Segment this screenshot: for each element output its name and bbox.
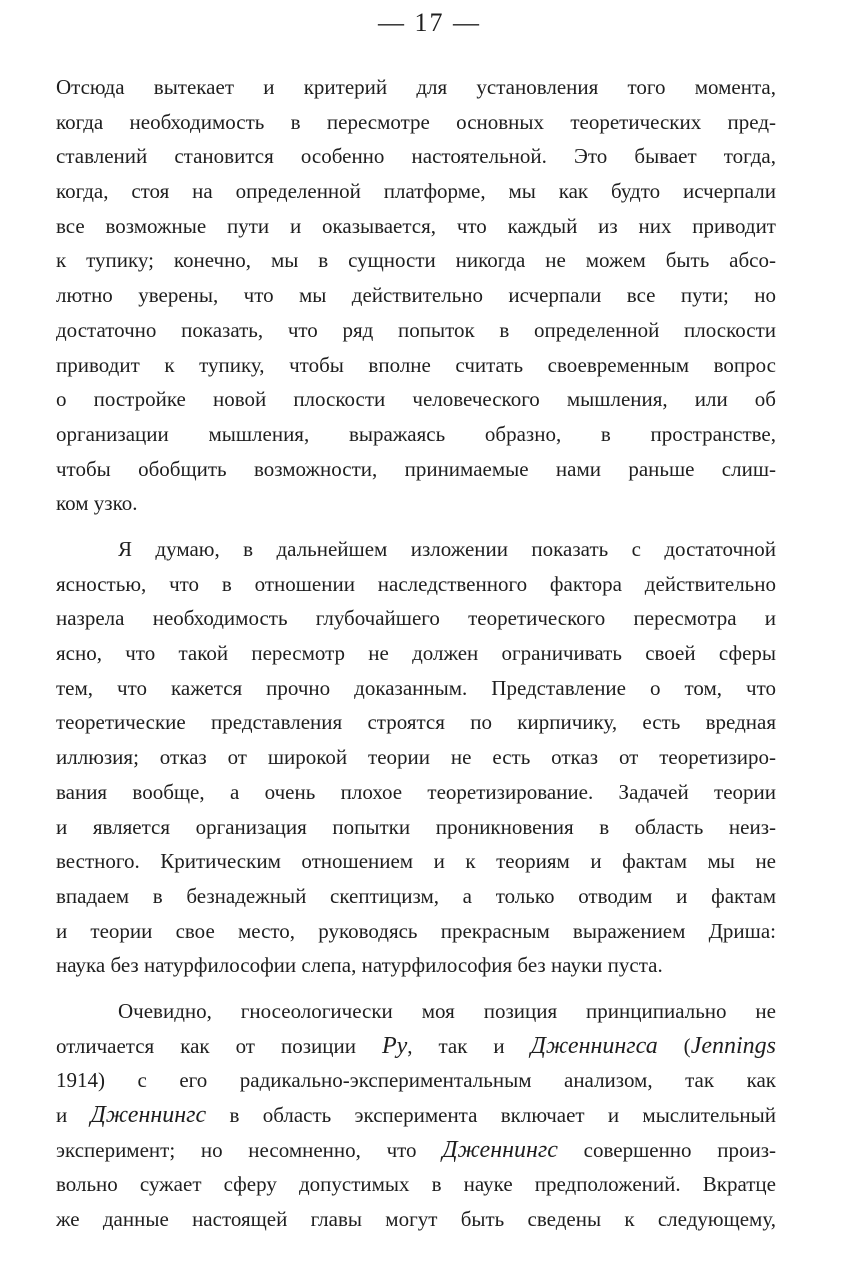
- author-name: Ру: [381, 1032, 408, 1059]
- author-name: Дженнингса: [530, 1032, 658, 1059]
- text-line: иллюзия; отказ от широкой теории не есть отказ от теоретизиро-: [56, 745, 776, 770]
- text-line: Я думаю, в дальнейшем изложении показать с достаточной: [118, 537, 776, 561]
- text-line: чтобы обобщить возможности, принимаемые нами раньше слиш-: [56, 456, 776, 481]
- paragraph-3: [56, 994, 776, 1237]
- text-line: организации мышления, выражаясь образно, в пространстве,: [56, 421, 776, 446]
- text-line: достаточно показать, что ряд попыток в определенной плоскости: [56, 317, 776, 342]
- text-line: к тупику; конечно, мы в сущности никогда не можем быть абсо-: [56, 248, 776, 273]
- page-number: — 17 —: [378, 8, 481, 37]
- text-run: отличается как от позиции: [56, 1033, 382, 1058]
- text-run: , так и: [407, 1033, 531, 1058]
- text-line: 1914) с его радикально-экспериментальным анализом, так как: [56, 1068, 776, 1093]
- text-line: тем, что кажется прочно доказанным. Представление о том, что: [56, 675, 776, 700]
- text-line: о постройке новой плоскости человеческого мышления, или об: [56, 387, 776, 412]
- text-line: и теории свое место, руководясь прекрасным выражением Дриша:: [56, 918, 776, 943]
- text-line: все возможные пути и оказывается, что каждый из них приводит: [56, 213, 776, 238]
- text-line: теоретические представления строятся по кирпичику, есть вредная: [56, 710, 776, 735]
- text-line: Очевидно, гносеологически моя позиция принципиально не: [118, 999, 776, 1023]
- text-line: [56, 1133, 776, 1168]
- text-line: лютно уверены, что мы действительно исчерпали все пути; но: [56, 283, 776, 308]
- text-run: эксперимент; но несомненно, что: [56, 1137, 443, 1162]
- text-run: совершенно произ-: [557, 1137, 776, 1162]
- text-line: ясно, что такой пересмотр не должен ограничивать своей сферы: [56, 641, 776, 666]
- author-name: Дженнингс: [90, 1102, 207, 1129]
- text-line: и является организация попытки проникновения в область неиз-: [56, 814, 776, 839]
- text-line: приводит к тупику, чтобы вполне считать своевременным вопрос: [56, 352, 776, 377]
- author-name-latin: Jennings: [690, 1032, 776, 1059]
- text-line: наука без натурфилософии слепа, натурфилософия без науки пуста.: [56, 953, 663, 978]
- text-line: вестного. Критическим отношением и к теориям и фактам мы не: [56, 849, 776, 874]
- text-run: в область эксперимента включает и мыслительный: [206, 1103, 776, 1128]
- paragraph-2: [56, 532, 776, 983]
- text-line: ясностью, что в отношении наследственного фактора действительно: [56, 571, 776, 596]
- text-line: впадаем в безнадежный скептицизм, а только отводим и фактам: [56, 883, 776, 908]
- text-line: вания вообще, а очень плохое теоретизирование. Задачей теории: [56, 779, 776, 804]
- text-line: ставлений становится особенно настоятельной. Это бывает тогда,: [56, 144, 776, 169]
- text-line: вольно сужает сферу допустимых в науке предположений. Вкратце: [56, 1172, 776, 1197]
- text-line: когда, стоя на определенной платформе, мы как будто исчерпали: [56, 179, 776, 204]
- text-line: Отсюда вытекает и критерий для установления того момента,: [56, 75, 776, 99]
- text-line: назрела необходимость глубочайшего теоретического пересмотра и: [56, 606, 776, 631]
- text-line: [56, 1098, 776, 1133]
- paragraph-1: [56, 70, 776, 521]
- text-line: [56, 1029, 776, 1064]
- text-run: и: [56, 1103, 91, 1128]
- text-run: (: [657, 1033, 691, 1058]
- text-line: же данные настоящей главы могут быть сведены к следующему,: [56, 1207, 776, 1232]
- text-line: когда необходимость в пересмотре основных теоретических пред-: [56, 109, 776, 134]
- author-name: Дженнингс: [442, 1136, 558, 1163]
- text-line: ком узко.: [56, 491, 138, 516]
